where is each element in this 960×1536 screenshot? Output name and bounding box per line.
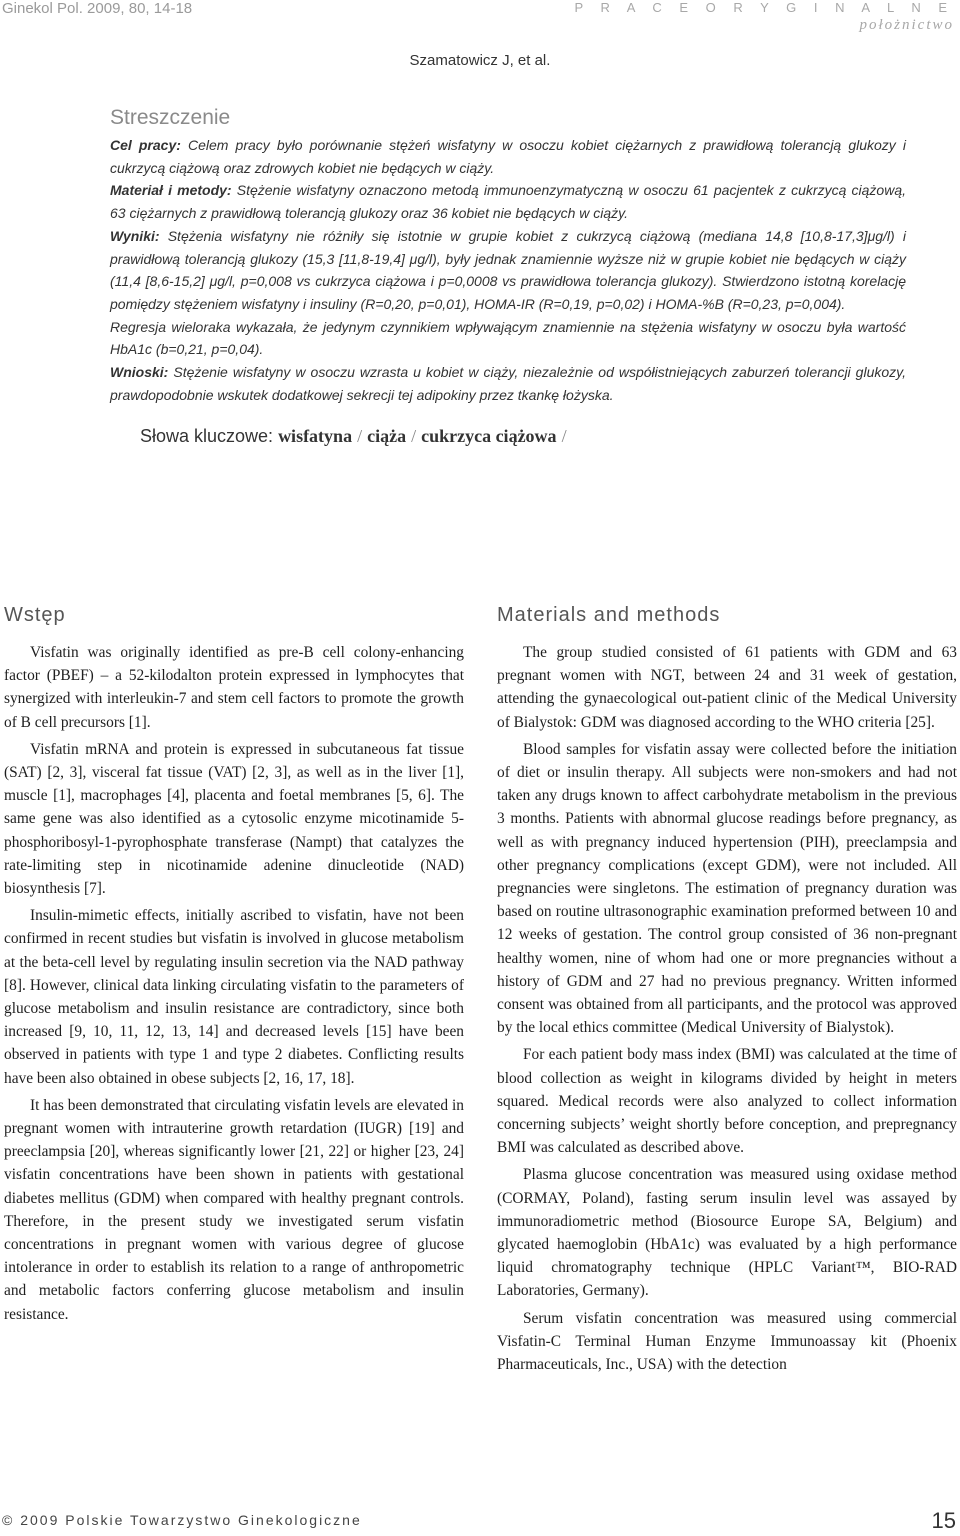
keyword: cukrzyca ciążowa — [421, 426, 557, 446]
abstract-text: Stężenie wisfatyny w osoczu wzrasta u kobiet w ciąży, niezależnie od współistniejących zaburzeń tolerancji glukozy, prawdopodobnie wskutek dodatkowej sekrecji tej adipokiny przez tkankę łożyska. — [110, 364, 906, 403]
abstract-text: Celem pracy było porównanie stężeń wisfatyny w osoczu kobiet ciężarnych z prawidłową tolerancją glukozy i cukrzycą ciążową oraz zdrowych kobiet nie będących w ciąży. — [110, 137, 906, 176]
abstract-heading: Streszczenie — [110, 106, 231, 129]
section-label: P R A C E O R Y G I N A L N E — [574, 0, 954, 15]
abstract-label: Materiał i metody: — [110, 182, 232, 199]
introduction-column — [4, 604, 464, 1326]
keywords — [140, 426, 572, 447]
keyword: wisfatyna — [278, 426, 353, 446]
abstract-label: Cel pracy: — [110, 137, 181, 153]
abstract-text: Stężenie wisfatyny oznaczono metodą immunoenzymatyczną w osoczu 61 pacjentek z cukrzycą ciążową, 63 ciężarnych z prawidłową tolerancją glukozy oraz 36 kobiet nie będących w ciąży. — [110, 182, 907, 222]
body-paragraph: Visfatin was originally identified as pre-B cell colony-enhancing factor (PBEF) – a 52-kilodalton protein expressed in lymphocytes that synergized with interleukin-7 and stem cell factors to promote the growth of B cell precursors [1]. — [4, 644, 464, 731]
abstract — [110, 106, 906, 406]
page-number: 15 — [931, 1508, 956, 1533]
methods-column — [497, 604, 957, 1376]
abstract-conclusions — [110, 361, 906, 406]
body-paragraph: It has been demonstrated that circulating visfatin levels are elevated in pregnant women with intrauterine growth retardation (IUGR) [19] and preeclampsia [20], whereas significantly lower [21, 22] or higher [23, 24] visfatin concentrations have been shown in patients with gestational diabetes mellitus (GDM) when compared with healthy pregnant controls. Therefore, in the present study we investigated serum visfatin concentrations in pregnant women with various degree of glucose intolerance in order to establish its relation to a range of anthropometric and metabolic factors conferring glucose metabolism and insulin resistance. — [4, 1096, 464, 1323]
abstract-regression — [110, 316, 906, 361]
body-paragraph: Serum visfatin concentration was measured using commercial Visfatin-C Terminal Human Enzyme Immunoassay kit (Phoenix Pharmaceuticals, Inc., USA) with the detection — [497, 1309, 957, 1374]
section-heading-introduction: Wstęp — [4, 604, 66, 626]
abstract-text: Stężenia wisfatyny nie różniły się istotnie w grupie kobiet z cukrzycą ciążową (mediana 14,8 [10,8-17,3]μg/l) i prawidłową tolerancją glukozy (15,3 [11,8-19,4] μg/l), były jednak znamiennie wyższe niż w grupie kobiet nie będących w ciąży (11,4 [8,6-15,2] μg/l, p=0,008 vs cukrzyca ciążowa i p=0,0008 vs prawidłowa tolerancja glukozy). Stwierdzono istotną korelację pomiędzy stężeniem wisfatyny i insuliny (R=0,20, p=0,01), HOMA-IR (R=0,19, p=0,02) i HOMA-%B (R=0,23, p=0,004). — [110, 227, 906, 312]
body-paragraph: Plasma glucose concentration was measured using oxidase method (CORMAY, Poland), fasting serum insulin level was assayed by immunoradiometric method (Biosource Europe SA, Belgium) and glycated haemoglobin (HbA1c) was evaluated by a high performance liquid chromatography technique (HPLC Variant™, BIO-RAD Laboratories, Germany). — [497, 1166, 957, 1300]
keyword: ciąża — [367, 426, 407, 446]
keyword-separator: / — [411, 426, 417, 446]
abstract-label: Wyniki: — [110, 227, 160, 244]
keyword-separator: / — [357, 426, 363, 446]
body-paragraph: Visfatin mRNA and protein is expressed in subcutaneous fat tissue (SAT) [2, 3], visceral fat tissue (VAT) [2, 3], as well as in the liver [1], muscle [1], macrophages [4], placenta and foetal membranes [5, 6]. The same gene was also identified as a cytosolic enzyme micotinamide 5-phosphoribosyl-1-pyrophosphate transferase (Nampt) that catalyzes the rate-limiting step in nicotinamide adenine dinucleotide (NAD) biosynthesis [7]. — [4, 740, 464, 898]
keywords-label: Słowa kluczowe: — [140, 426, 279, 446]
keyword-separator: / — [561, 426, 567, 446]
abstract-aim — [110, 134, 906, 179]
abstract-results — [110, 225, 906, 316]
abstract-methods — [110, 179, 906, 224]
authors: Szamatowicz J, et al. — [409, 52, 551, 69]
body-paragraph: The group studied consisted of 61 patients with GDM and 63 pregnant women with NGT, between 24 and 31 week of gestation, attending the gynaecological out-patient clinic of the Medical University of Bialystok: GDM was diagnosed according to the WHO criteria [25]. — [497, 644, 957, 731]
journal-citation: Ginekol Pol. 2009, 80, 14-18 — [2, 0, 193, 17]
abstract-text: Regresja wieloraka wykazała, że jedynym czynnikiem wpływającym znamiennie na stężenia wisfatyny w osoczu była wartość HbA1c (b=0,21, p=0,04). — [110, 318, 906, 358]
section-heading-methods: Materials and methods — [497, 604, 721, 626]
body-paragraph: Blood samples for visfatin assay were collected before the initiation of diet or insulin therapy. All subjects were non-smokers and had not taken any drugs known to affect carbohydrate metabolism in the previous 3 months. Patients with abnormal glucose readings before pregnancy, as well as with pregnancy induced hypertension (PIH), preeclampsia and other pregnancy complications (except GDM), were not included. All pregnancies were singletons. The estimation of pregnancy duration was based on routine ultrasonographic examination preformed between 10 and 12 weeks of gestation. The control group consisted of 36 non-pregnant healthy women, nine of whom had one or more pregnancies without a history of GDM and 27 had no previous pregnancy. Written informed consent was obtained from all participants, and the protocol was approved by the local ethics committee (Medical University of Bialystok). — [497, 740, 957, 1037]
abstract-label: Wnioski: — [110, 364, 169, 381]
body-paragraph: For each patient body mass index (BMI) was calculated at the time of blood collection as weight in kilograms divided by height in meters squared. Medical records were also analyzed to collect information concerning subjects’ weight shortly before conception, and prepregnancy BMI was calculated as described above. — [497, 1046, 957, 1157]
subsection-label: położnictwo — [859, 17, 954, 33]
body-paragraph: Insulin-mimetic effects, initially ascribed to visfatin, have not been confirmed in recent studies but visfatin is involved in glucose metabolism at the beta-cell level by regulating insulin secretion via the NAD pathway [8]. However, clinical data linking circulating visfatin to the parameters of glucose metabolism and insulin resistance are contradictory, since both increased [9, 10, 11, 12, 13, 14] and decreased levels [15] have been observed in patients with type 1 and type 2 diabetes. Conflicting results have been also obtained in obese subjects [2, 16, 17, 18]. — [4, 907, 464, 1087]
copyright: © 2009 Polskie Towarzystwo Ginekologiczne — [2, 1512, 362, 1528]
